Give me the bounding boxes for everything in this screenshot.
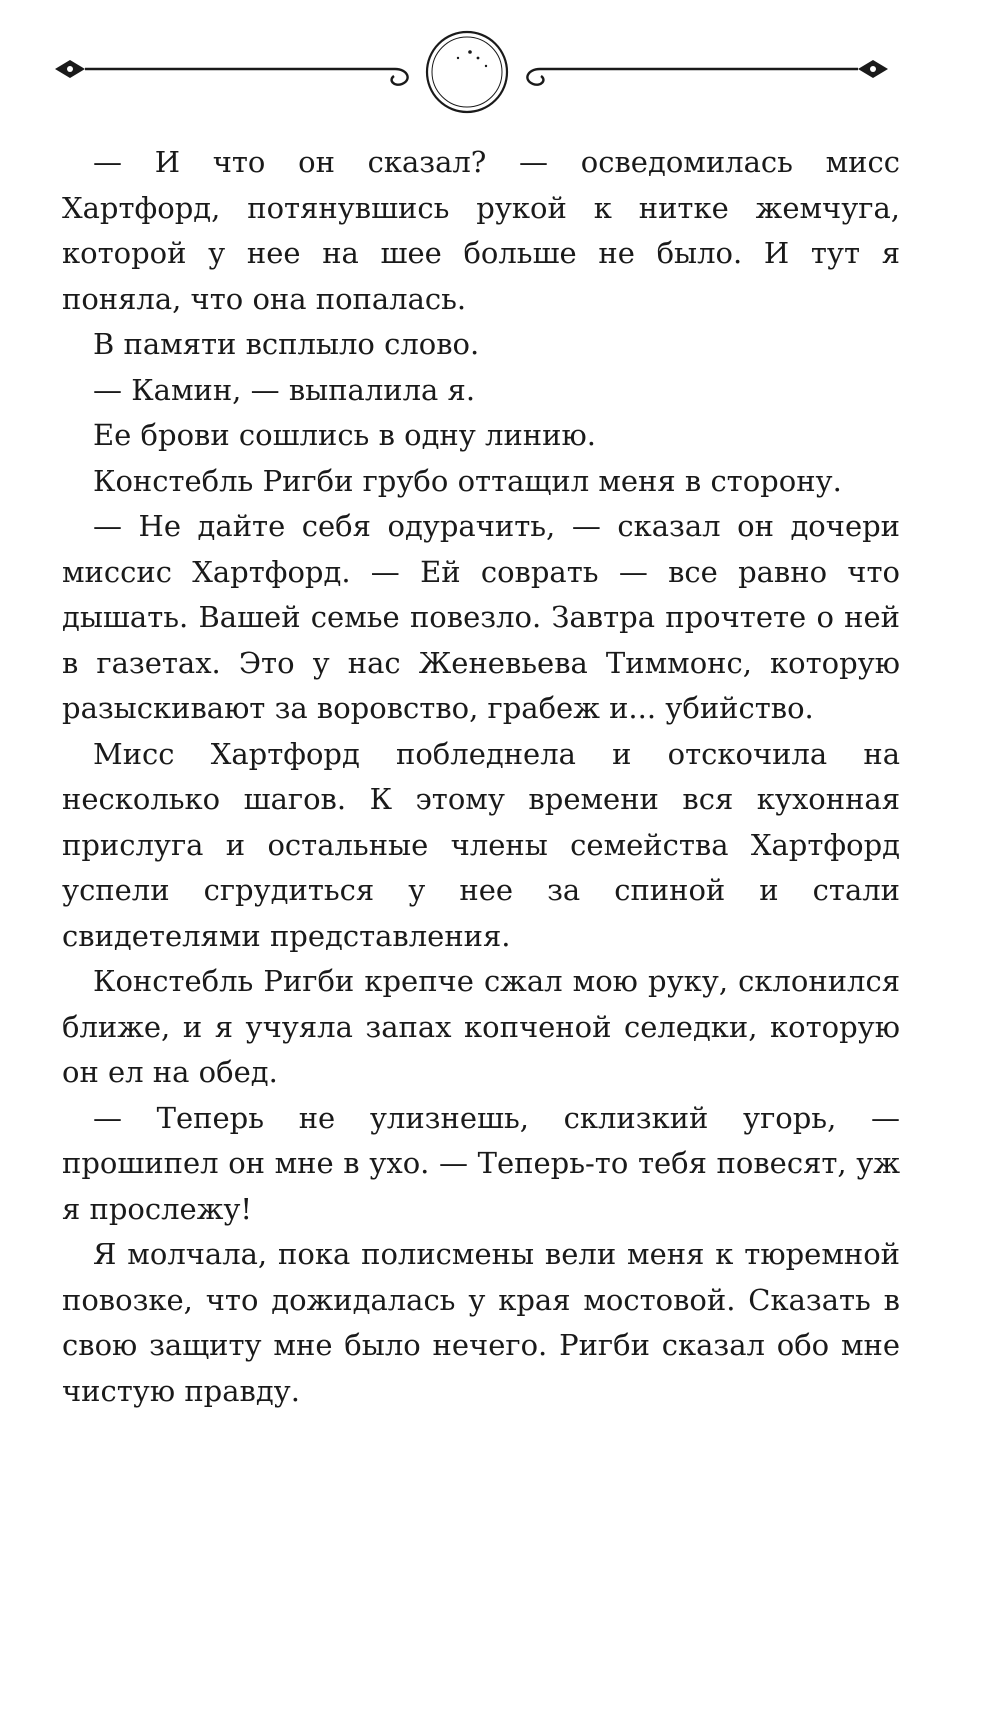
paragraph: — И что он сказал? — осведомилась мисс Хартфорд, потянувшись рукой к нитке жемчуга, которой у нее на шее больше не было. И тут я поняла, что она попалась. [62, 145, 900, 316]
paragraph: — Теперь не улизнешь, склизкий угорь, — прошипел он мне в ухо. — Теперь-то тебя повесят, уж я прослежу! [62, 1100, 900, 1226]
paragraph: Я молчала, пока полисмены вели меня к тюремной повозке, что дожидалась у края мостовой. Сказать в свою защиту мне было нечего. Ригби сказал обо мне чистую правду. [62, 1237, 900, 1408]
right-flourish-icon [527, 60, 888, 85]
body-text [62, 140, 900, 1414]
paragraph: Ее брови сошлись в одну линию. [93, 418, 596, 452]
left-flourish-icon [55, 60, 408, 85]
header-ornament [0, 0, 1000, 140]
paragraph: Констебль Ригби грубо оттащил меня в сторону. [93, 463, 842, 498]
crescent-moon-stars-icon [427, 32, 507, 112]
paragraph: Мисс Хартфорд побледнела и отскочила на несколько шагов. К этому времени вся кухонная прислуга и остальные члены семейства Хартфорд успели сгрудиться у нее за спиной и стали свидетелями представления. [62, 736, 900, 953]
paragraph: — Камин, — выпалила я. [93, 372, 476, 407]
paragraph: В памяти всплыло слово. [93, 327, 480, 361]
paragraph: — Не дайте себя одурачить, — сказал он дочери миссис Хартфорд. — Ей соврать — все равно что дышать. Вашей семье повезло. Завтра прочтете о ней в газетах. Это у нас Женевьева Тиммонс, которую разыскивают за воровство, грабеж и... убийство. [62, 509, 900, 725]
paragraph: Констебль Ригби крепче сжал мою руку, склонился ближе, и я учуяла запах копченой селедки, которую он ел на обед. [62, 964, 900, 1089]
